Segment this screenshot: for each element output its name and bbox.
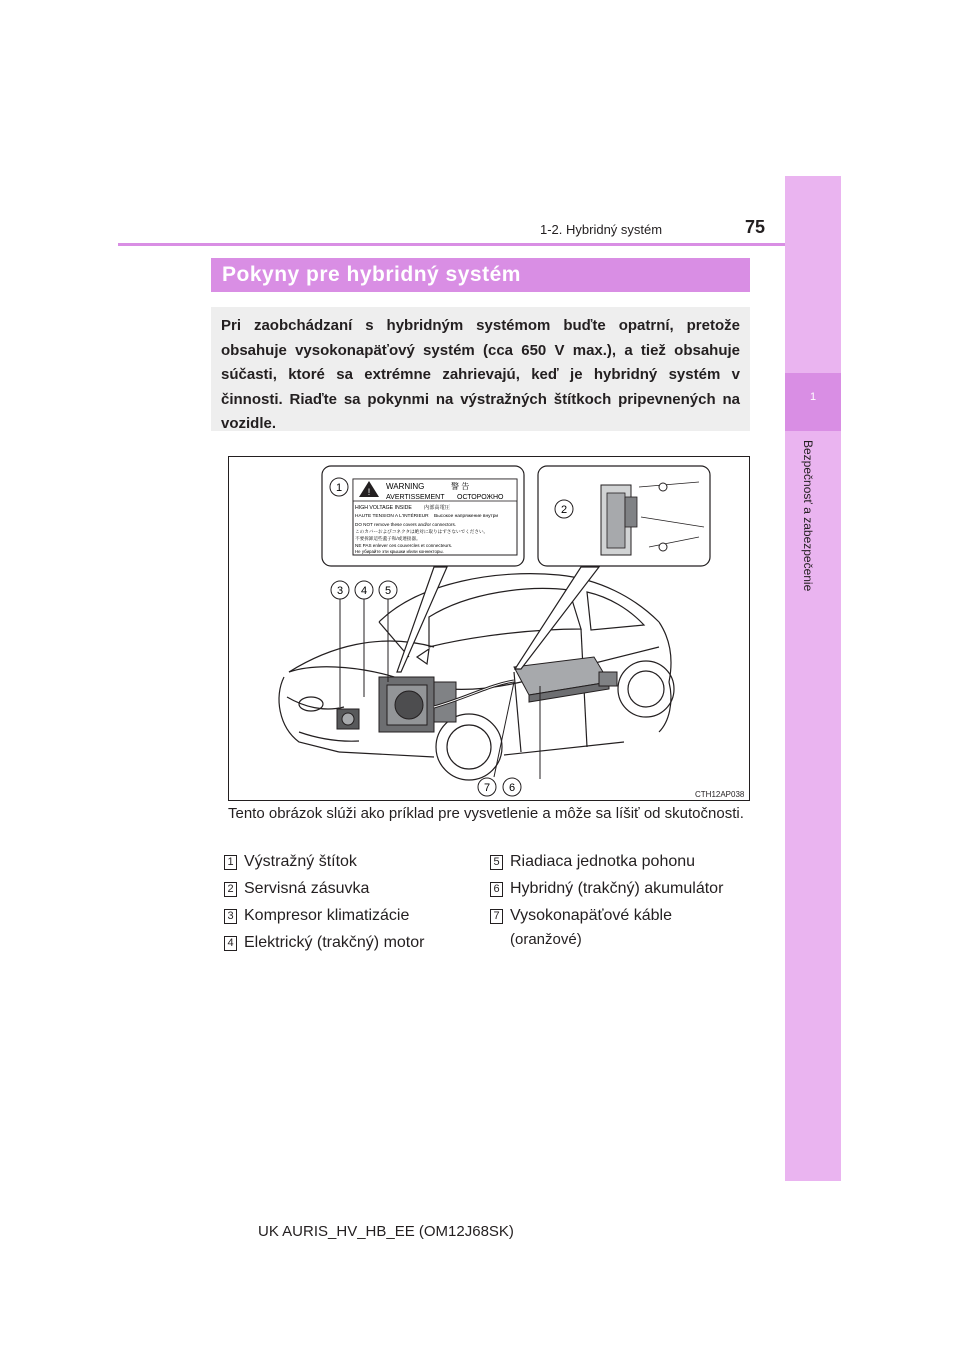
legend-text: Vysokonapäťové káble	[510, 907, 672, 924]
legend-text: Elektrický (trakčný) motor	[244, 934, 425, 951]
legend-number: 6	[490, 882, 503, 897]
label-kanji: 警 告	[451, 482, 470, 491]
legend-number: 7	[490, 909, 503, 924]
legend-text: Kompresor klimatizácie	[244, 907, 410, 924]
label-warning: WARNING	[386, 482, 425, 491]
svg-text:2: 2	[560, 504, 568, 516]
callout-box-warning-label	[322, 466, 524, 672]
label-avertissement: AVERTISSEMENT	[386, 494, 445, 501]
legend-text: Výstražný štítok	[244, 853, 357, 870]
section-header: 1-2. Hybridný systém	[540, 222, 663, 237]
label-haute: HAUTE TENSION A L'INTÉRIEUR	[355, 514, 429, 519]
label-line-4: NE PAS enlever ces couvercles et connecteurs.	[355, 543, 453, 548]
svg-text:6: 6	[508, 782, 516, 794]
label-line-2: このカバーおよびコネクタは絶対に取りはずさないでください。	[355, 529, 489, 534]
hybrid-battery	[514, 657, 617, 702]
callout-box-service-plug	[515, 466, 710, 669]
figure-caption: Tento obrázok slúži ako príklad pre vysvetlenie a môže sa líšiť od skutočnosti.	[228, 805, 744, 822]
label-ru: ОСТОРОЖНО	[457, 494, 504, 501]
page-number: 75	[745, 217, 766, 237]
label-ru2: Высокое напряжение внутри	[434, 514, 499, 519]
legend-number: 5	[490, 855, 503, 870]
svg-text:5: 5	[384, 585, 392, 597]
chapter-title-vertical	[799, 440, 829, 630]
legend-number: 4	[224, 936, 237, 951]
svg-text:1: 1	[335, 482, 343, 494]
callout-5	[379, 581, 397, 599]
label-line-3: 不要拆卸這些蓋子和/或連接器。	[355, 536, 421, 541]
callout-1	[330, 478, 348, 496]
label-hv-jp: 内部高電圧	[424, 505, 450, 511]
legend-number: 3	[224, 909, 237, 924]
callout-6	[503, 778, 521, 796]
legend-number: 2	[224, 882, 237, 897]
callout-2	[555, 500, 573, 518]
svg-text:7: 7	[483, 782, 491, 794]
legend-text: Servisná zásuvka	[244, 880, 370, 897]
legend-text-continued: (oranžové)	[510, 931, 582, 948]
svg-text:3: 3	[336, 585, 344, 597]
page-title: Pokyny pre hybridný systém	[222, 263, 521, 286]
svg-text:!: !	[367, 487, 371, 497]
document-footer: UK AURIS_HV_HB_EE (OM12J68SK)	[258, 1223, 514, 1240]
svg-text:4: 4	[360, 585, 368, 597]
legend-text: Hybridný (trakčný) akumulátor	[510, 880, 724, 897]
label-hv: HIGH VOLTAGE INSIDE	[355, 505, 412, 511]
callout-3	[331, 581, 349, 599]
chapter-number: 1	[809, 391, 817, 403]
label-line-5: Не убирайте эти крышки и/или коннекторы.	[355, 549, 444, 554]
title-bar	[211, 258, 750, 292]
hybrid-system-figure	[228, 456, 750, 801]
label-line-1: DO NOT remove these covers and/or connectors.	[355, 522, 457, 527]
callout-4	[355, 581, 373, 599]
chapter-side-tab	[785, 176, 841, 1181]
hybrid-car-illustration	[229, 457, 749, 800]
header-rule	[118, 243, 785, 246]
legend-text: Riadiaca jednotka pohonu	[510, 853, 696, 870]
callout-7	[478, 778, 496, 796]
legend-number: 1	[224, 855, 237, 870]
figure-code: CTH12AP038	[695, 790, 745, 799]
intro-box: Pri zaobchádzaní s hybridným systémom buďte opatrní, pretože obsahuje vysokonapäťový systém (cca 650 V max.), a tiež obsahuje súčasti, ktoré sa extrémne zahrievajú, keď je hybridný systém v činnosti. Riaďte sa pokynmi na výstražných štítkoch pripevnených na vozidle.	[211, 307, 750, 431]
chapter-title-text: Bezpečnosť a zabezpečenie	[801, 440, 815, 592]
